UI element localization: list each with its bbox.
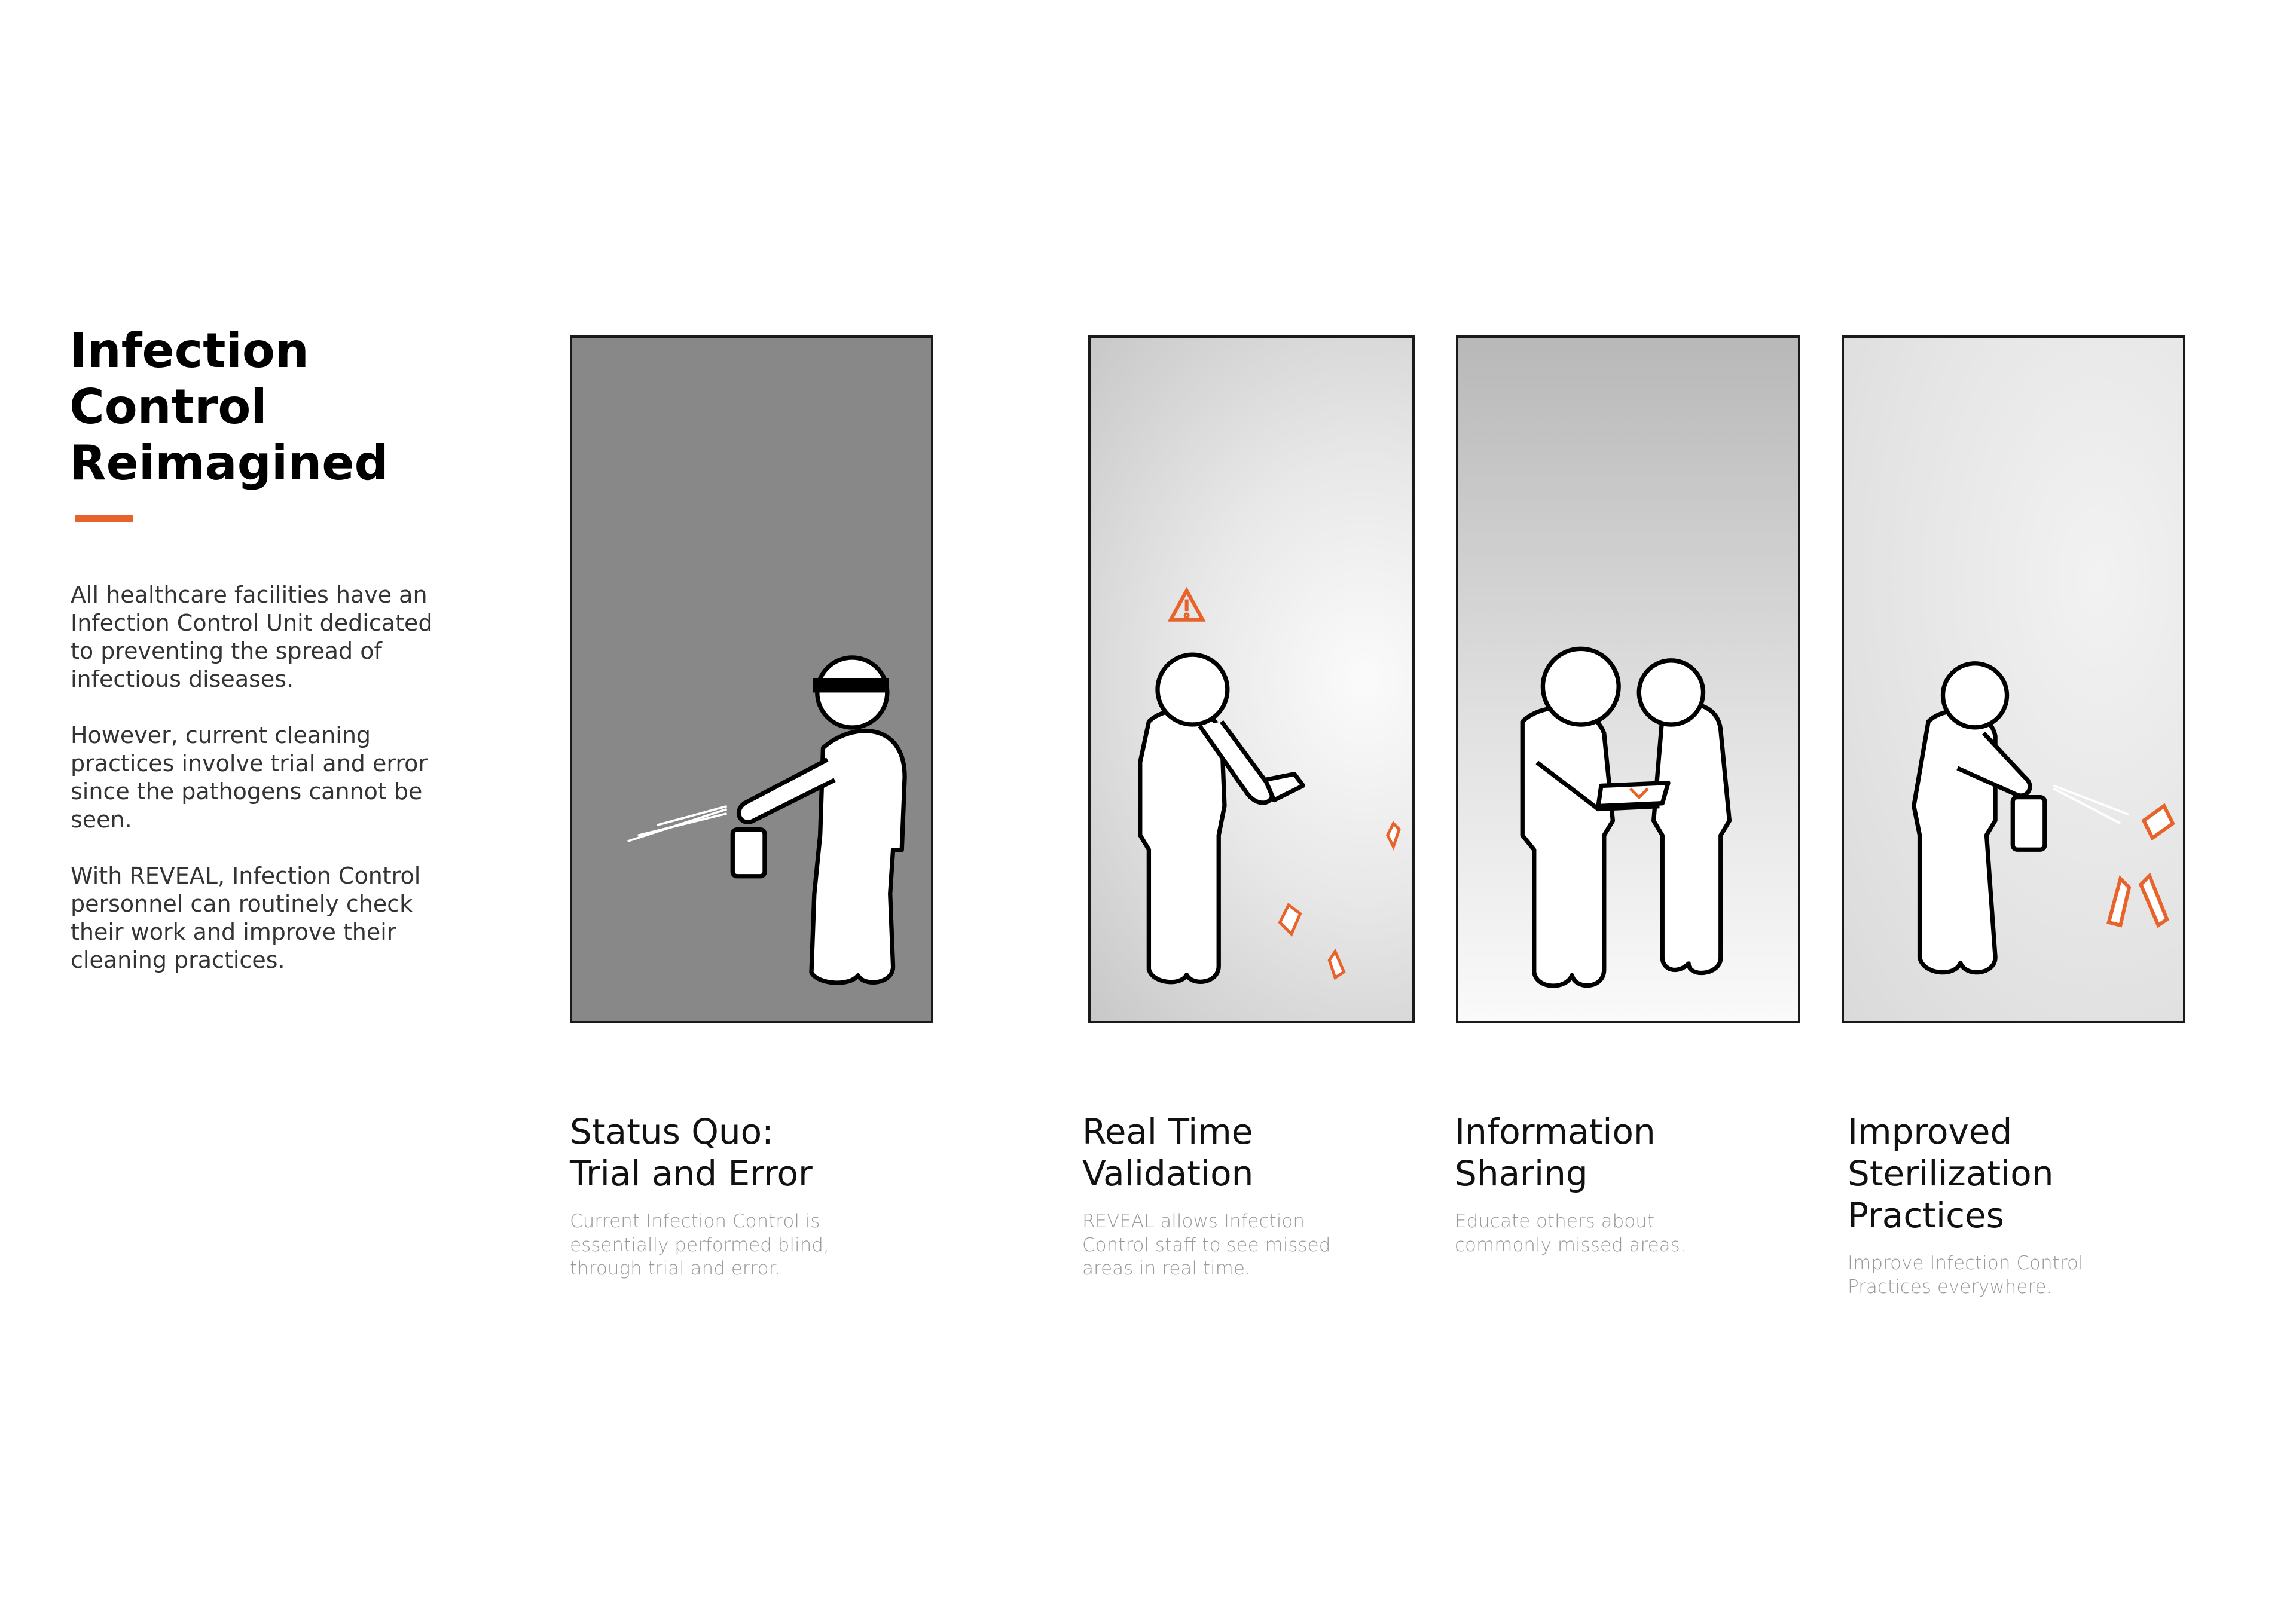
heading-line: Real Time — [1082, 1111, 1253, 1152]
step-improved-sterilization — [1848, 1111, 2099, 1299]
heading-line: Trial and Error — [570, 1153, 813, 1194]
intro-paragraph: However, current cleaning practices involve trial and error since the pathogens cannot be seen. — [71, 722, 428, 833]
heading-line: Practices — [1848, 1195, 2004, 1236]
step-heading — [570, 1111, 869, 1194]
panel-information-sharing — [1456, 335, 1800, 1023]
intro-paragraph: All healthcare facilities have an Infection Control Unit dedicated to preventing the spread of infectious diseases. — [71, 582, 433, 692]
panel-real-time-validation — [1088, 335, 1415, 1023]
blindfold-icon — [813, 678, 889, 692]
warning-icon — [1171, 591, 1203, 620]
step-information-sharing — [1455, 1111, 1730, 1257]
two-people-sharing-illustration — [1458, 338, 1798, 1021]
step-heading — [1455, 1111, 1730, 1194]
page-title — [69, 323, 389, 491]
step-real-time-validation — [1082, 1111, 1333, 1281]
panel-status-quo — [570, 335, 933, 1023]
panel-improved-sterilization — [1842, 335, 2185, 1023]
heading-line: Sterilization — [1848, 1153, 2054, 1194]
intro-paragraph: With REVEAL, Infection Control personnel can routinely check their work and improve their cleaning practices. — [71, 863, 421, 973]
accent-divider — [75, 515, 133, 522]
heading-line: Information — [1455, 1111, 1656, 1152]
heading-line: Sharing — [1455, 1153, 1588, 1194]
title-line: Reimagined — [69, 435, 389, 491]
step-caption: Educate others about commonly missed areas. — [1455, 1211, 1686, 1256]
step-heading — [1848, 1111, 2099, 1236]
intro-text — [71, 581, 453, 1002]
heading-line: Status Quo: — [570, 1111, 774, 1152]
confident-cleaner-illustration — [1844, 338, 2183, 1021]
step-caption: Improve Infection Control Practices everywhere. — [1848, 1252, 2084, 1298]
title-line: Infection — [69, 323, 309, 378]
tablet-scanning-illustration — [1091, 338, 1412, 1021]
step-caption: Current Infection Control is essentially performed blind, through trial and error. — [570, 1211, 829, 1279]
title-line: Control — [69, 379, 267, 435]
step-heading — [1082, 1111, 1333, 1194]
heading-line: Validation — [1082, 1153, 1254, 1194]
blindfolded-cleaner-illustration — [572, 338, 931, 1021]
heading-line: Improved — [1848, 1111, 2013, 1152]
step-caption: REVEAL allows Infection Control staff to see missed areas in real time. — [1082, 1211, 1331, 1279]
step-status-quo — [570, 1111, 869, 1281]
